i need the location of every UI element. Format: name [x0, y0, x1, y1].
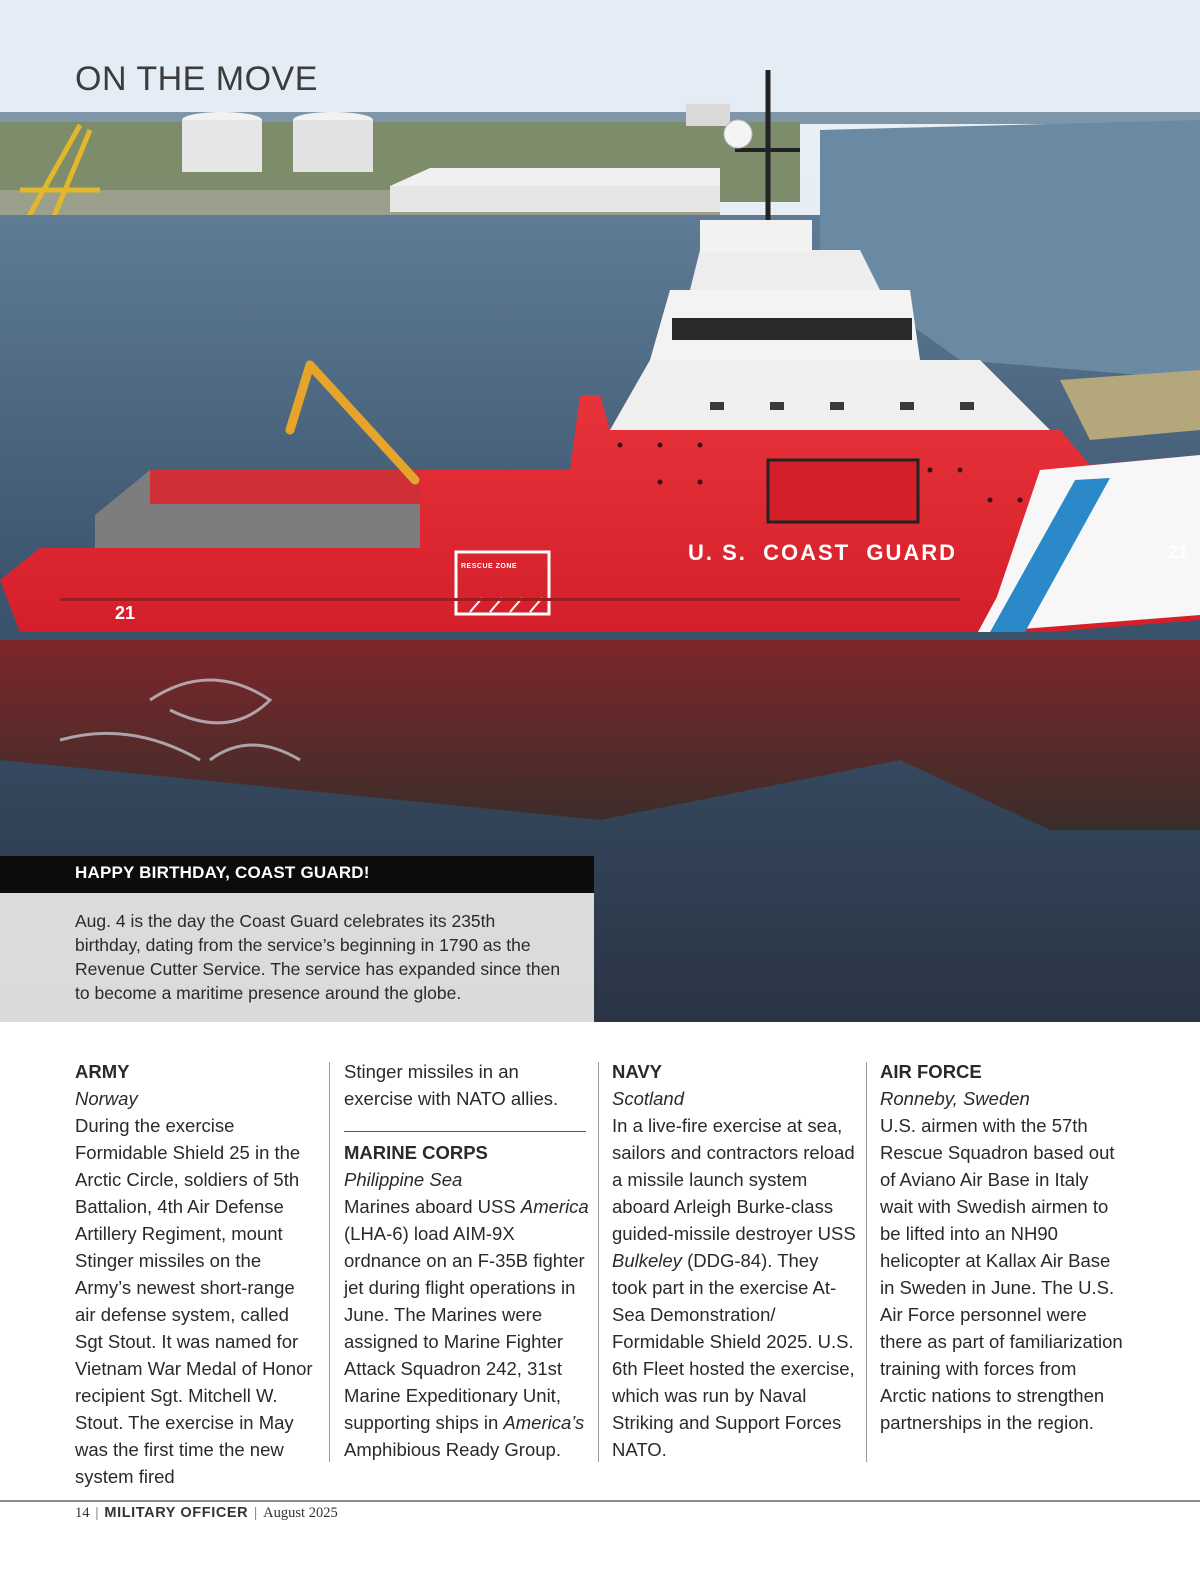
- column-divider: [598, 1062, 599, 1462]
- article-head: MARINE CORPS: [344, 1142, 488, 1163]
- footer-rule: [0, 1500, 1200, 1502]
- article-army: [75, 1058, 320, 1490]
- article-body: Marines aboard USS America (LHA-6) load AIM-9X ordnance on an F-35B fighter jet during flight operations in June. The Marines were assigned to Marine Fighter Attack Squadron 242, 31st Marine Expeditionary Unit, supporting ships in America’s Amphibious Ready Group.: [344, 1196, 589, 1460]
- article-navy: [612, 1058, 857, 1463]
- issue-date: August 2025: [263, 1505, 338, 1521]
- article-marines: [344, 1139, 589, 1463]
- article-army-continued: [344, 1058, 589, 1112]
- article-body: In a live-fire exercise at sea, sailors and contractors reload a missile launch system aboard Arleigh Burke-class guided-missile destroyer USS Bulkeley (DDG-84). They took part in the exercise At-Sea Demonstration/ Formidable Shield 2025. U.S. 6th Fleet hosted the exercise, which was run by Naval Striking and Support Forces NATO.: [612, 1115, 856, 1460]
- page-footer: 14 | MILITARY OFFICER | August 2025: [75, 1505, 338, 1521]
- hull-number-bow: 21: [1168, 542, 1189, 562]
- hull-number: 21: [115, 603, 136, 623]
- ship-name: America: [520, 1196, 589, 1217]
- article-location: Philippine Sea: [344, 1169, 463, 1190]
- caption-body: Aug. 4 is the day the Coast Guard celebrates its 235th birthday, dating from the service’s beginning in 1790 as the Revenue Cutter Service. The service has expanded since then to become a maritime presence around the globe.: [0, 893, 594, 1022]
- article-body-continued: Stinger missiles in an exercise with NATO allies.: [344, 1061, 559, 1109]
- column-divider: [866, 1062, 867, 1462]
- article-air-force: [880, 1058, 1125, 1436]
- article-location: Ronneby, Sweden: [880, 1088, 1030, 1109]
- section-title: ON THE MOVE: [75, 60, 318, 98]
- caption-headline: HAPPY BIRTHDAY, COAST GUARD!: [0, 856, 594, 893]
- article-location: Scotland: [612, 1088, 684, 1109]
- rescue-zone-label: RESCUE ZONE: [461, 563, 518, 570]
- article-head: AIR FORCE: [880, 1061, 982, 1082]
- ship-name: Bulkeley: [612, 1250, 682, 1271]
- article-divider: [344, 1131, 586, 1132]
- article-head: NAVY: [612, 1061, 663, 1082]
- ship-lettering: U. S. COAST GUARD: [688, 540, 958, 565]
- article-body: U.S. airmen with the 57th Rescue Squadron based out of Aviano Air Base in Italy wait with Swedish airmen to be lifted into an NH90 helicopter at Kallax Air Base in Sweden in June. The U.S. Air Force personnel were there as part of familiarization training with forces from Arctic nations to strengthen partnerships in the region.: [880, 1115, 1123, 1433]
- ship-name: America’s: [503, 1412, 585, 1433]
- article-location: Norway: [75, 1088, 138, 1109]
- article-head: ARMY: [75, 1061, 130, 1082]
- publication-name: MILITARY OFFICER: [104, 1505, 249, 1521]
- column-divider: [329, 1062, 330, 1462]
- article-body: During the exercise Formidable Shield 25 in the Arctic Circle, soldiers of 5th Battalion, 4th Air Defense Artillery Regiment, mount Stinger missiles on the Army’s newest short-range air defense system, called Sgt Stout. It was named for Vietnam War Medal of Honor recipient Sgt. Mitchell W. Stout. The exercise in May was the first time the new system fired: [75, 1115, 313, 1487]
- page-number: 14: [75, 1505, 90, 1521]
